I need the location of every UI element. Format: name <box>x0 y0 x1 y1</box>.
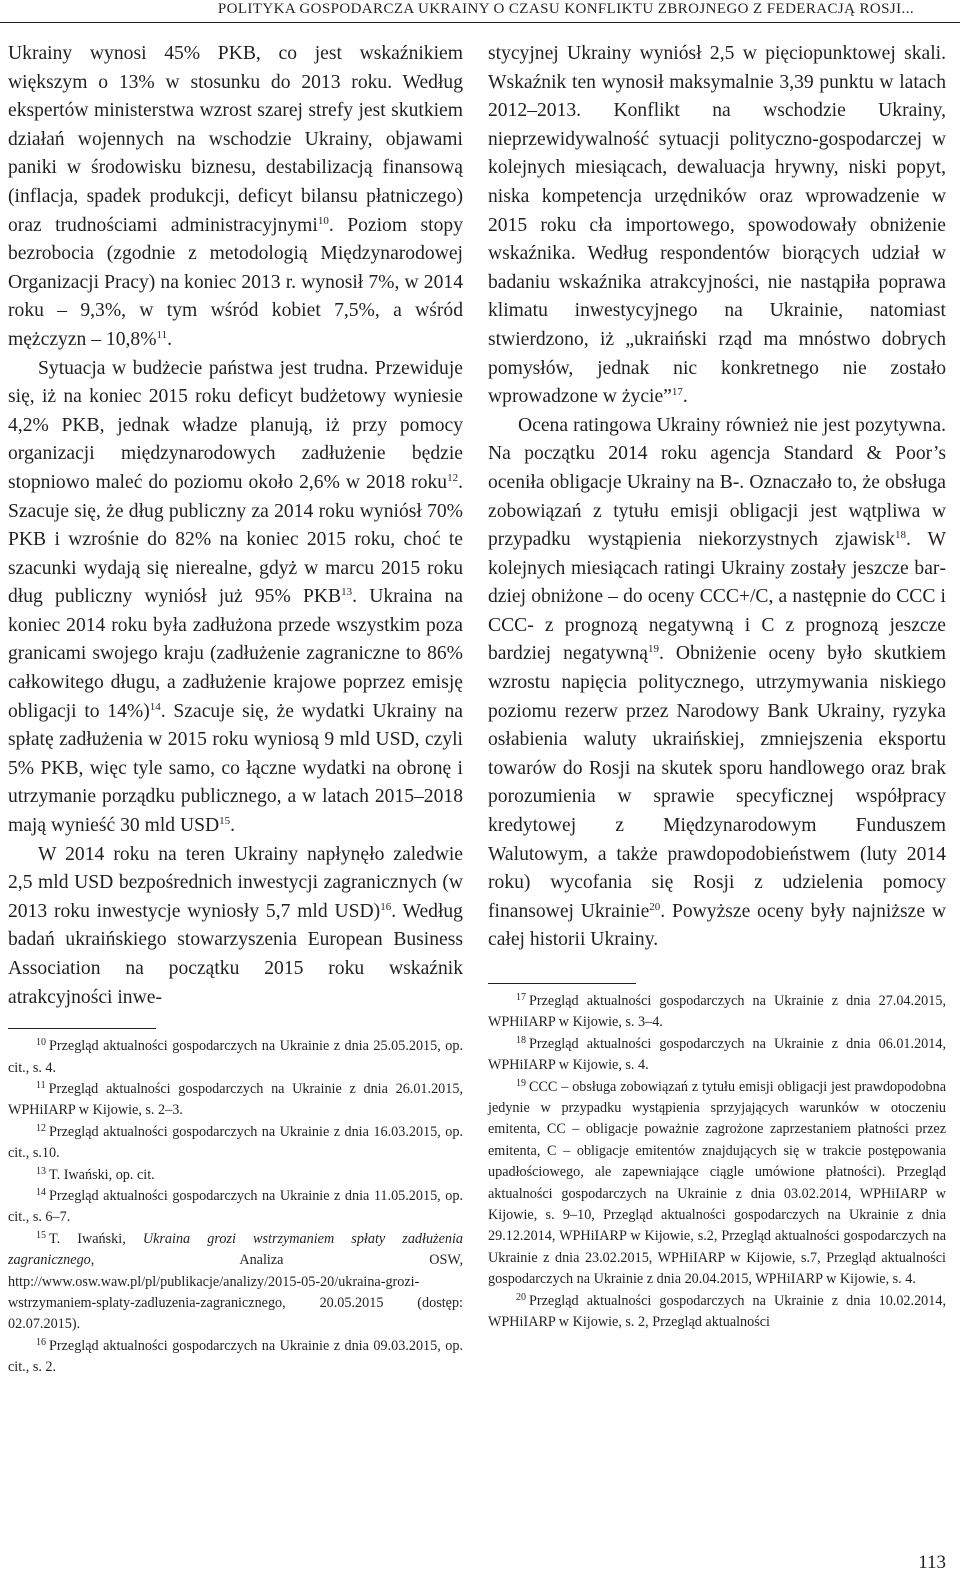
footnote-ref: 14 <box>149 700 161 713</box>
footnote-ref: 17 <box>671 386 683 399</box>
footnote: $^{13}$ T. Iwański, op. cit. <box>36 1165 155 1183</box>
running-title: POLITYKA GOSPODARCZA UKRAINY O CZASU KONFLIKTU ZBROJNEGO Z FEDERACJĄ ROSJI... <box>217 1 914 17</box>
left-footnotes <box>8 1036 463 1379</box>
right-body-text <box>488 40 946 955</box>
footnote: $^{12}$ Przegląd aktualności gospodarczych na Ukrainie z dnia 16.03.2015, op. cit., s.10. <box>8 1122 463 1162</box>
footnote-ref: 20 <box>649 900 661 913</box>
footnote-ref: 15 <box>219 815 231 828</box>
footnote-ref: 16 <box>380 900 392 913</box>
footnote: $^{10}$ Przegląd aktualności gospodarczych na Ukrainie z dnia 25.05.2015, op. cit., s. 4. <box>8 1037 463 1076</box>
footnote-ref: 12 <box>447 471 459 484</box>
paragraph: Sytuacja w budżecie państwa jest trudna. Przewiduje się, iż na koniec 2015 roku deficyt budżetowy wyniesie 4,2% PKB, jednak władze planują, iż przy pomocy organizacji międzynarodowych zadłużenie będzie stopniowo maleć do poziomu około 2,6% w 2018 roku$^{12}$. Szacuje się, że dług publiczny za 2014 roku wyniósł 70% PKB i wzrośnie do 82% na koniec 2015 roku, choć te szacunki wydają się nierealne, gdyż w marcu 2015 roku dług publiczny wyniósł już 95% PKB$^{13}$. Ukraina na koniec 2014 roku była zadłużona przede wszystkim poza granicami swojego kraju (zadłużenie zagraniczne to 86% całkowitego długu, a zadłużenie krajowe poprzez emisję obligacji to 14%)$^{14}$. Szacuje się, że wydatki Ukrainy na spłatę zadłużenia w 2015 roku wyniosą 9 mld USD, czyli 5% PKB, więc tyle samo, co łączne wydatki na obronę i utrzymanie porządku publicznego, a w latach 2015–2018 mają wynieść 30 mld USD$^{15}$. <box>8 357 463 837</box>
page-number: 113 <box>918 1552 946 1573</box>
paragraph: Ukrainy wynosi 45% PKB, co jest wskaźnikiem większym o 13% w stosunku do 2013 roku. Według ekspertów ministerstwa wzrost szarej strefy jest skutkiem działań wojennych na wschodzie Ukrainy, objawami paniki w środowisku biznesu, destabilizacją finansową (inflacja, spadek produkcji, deficyt bilansu płatniczego) oraz trudnościami administracyjnymi$^{10}$. Poziom stopy bezrobocia (zgodnie z metodologią Międzynarodowej Organizacji Pracy) na koniec 2013 r. wynosił 7%, w 2014 roku – 9,3%, w tym wśród kobiet 7,5%, a wśród mężczyzn – 10,8%$^{11}$. <box>8 43 463 350</box>
left-body-text <box>8 40 463 1012</box>
left-column <box>8 40 463 1379</box>
footnote: $^{11}$ Przegląd aktualności gospodarczych na Ukrainie z dnia 26.01.2015, WPHiIARP w Kijowie, s. 2–3. <box>8 1080 463 1119</box>
footnote-divider <box>8 1028 156 1029</box>
footnote: $^{15}$ T. Iwański, Ukraina grozi wstrzymaniem spłaty zadłużenia zagranicznego, Analiza OSW, http://www.osw.waw.pl/pl/publikacje/analizy/2015-05-20/ukraina-grozi-wstrzymaniem-splaty-zadluzenia-zagranicznego, 20.05.2015 (dostęp: 02.07.2015). <box>8 1229 464 1333</box>
footnote-ref: 11 <box>156 328 168 341</box>
footnote: $^{16}$ Przegląd aktualności gospodarczych na Ukrainie z dnia 09.03.2015, op. cit., s. 2. <box>8 1336 463 1376</box>
footnote: $^{20}$ Przegląd aktualności gospodarczych na Ukrainie z dnia 10.02.2014, WPHiIARP w Kijowie, s. 2, Przegląd aktualności <box>488 1291 946 1331</box>
footnote-ref: 18 <box>894 529 906 542</box>
paragraph: W 2014 roku na teren Ukrainy napłynęło zaledwie 2,5 mld USD bezpośrednich inwestycji zagranicznych (w 2013 roku inwestycje wyniosły 5,7 mld USD)$^{16}$. Według badań ukraińskiego stowarzyszenia European Business Association na początku 2015 roku wskaźnik atrakcyjności inwe- <box>8 843 463 1008</box>
paragraph: Ocena ratingowa Ukrainy również nie jest pozytywna. Na początku 2014 roku agencja Standard & Poor’s oceniła obligacje Ukrainy na B-. Oznaczało to, że obsługa zobowiązań z tytułu emisji obligacji jest wątpliwa w przypadku wystąpienia niekorzystnych zjawisk$^{18}$. W kolejnych miesiącach ratingi Ukrainy zostały jeszcze bardziej obniżone – do oceny CCC+/C, a następnie do CCC i CCC- z prognozą negatywną i C z prognozą jeszcze bardziej negatywną$^{19}$. Obniżenie oceny było skutkiem wzrostu napięcia politycznego, utrzymywania niskiego poziomu rezerw przez Narodowy Bank Ukrainy, ryzyka osłabienia waluty ukraińskiej, zmniejszenia eksportu towarów do Rosji na skutek sporu handlowego oraz brak porozumienia w sprawie specyficznej współpracy kredytowej z Międzynarodowym Funduszem Walutowym, a także prawdopodobieństwem (luty 2014 roku) wycofania się Rosji z udzielenia pomocy finansowej Ukrainie$^{20}$. Powyższe oceny były najniższe w całej historii Ukrainy. <box>488 414 947 951</box>
footnote: $^{17}$ Przegląd aktualności gospodarczych na Ukrainie z dnia 27.04.2015, WPHiIARP w Kijowie, s. 3–4. <box>488 992 946 1031</box>
running-header <box>0 0 960 23</box>
paragraph: stycyjnej Ukrainy wyniósł 2,5 w pięciopunktowej skali. Wskaźnik ten wynosił maksymalnie 3,39 punktu w latach 2012–2013. Konflikt na wschodzie Ukrainy, nieprzewidywalność sytuacji polityczno-gospodarczej w kolejnych miesiącach, dewaluacja hrywny, niski popyt, niska kompetencja urzędników oraz wprowadzenie w 2015 roku cła importowego, spowodowały obniżenie wskaźnika. Według respondentów biorących udział w badaniu wskaźnika atrakcyjności, nie nastąpiła poprawa klimatu inwestycyjnego na Ukrainie, natomiast stwierdzono, iż „ukraiński rząd ma mnóstwo dobrych pomysłów, jednak nic konkretnego nie zostało wprowadzone w życie”$^{17}$. <box>488 43 946 408</box>
footnote-divider <box>488 983 636 984</box>
right-column <box>488 40 946 1334</box>
footnote: $^{14}$ Przegląd aktualności gospodarczych na Ukrainie z dnia 11.05.2015, op. cit., s. 6–7. <box>8 1187 463 1226</box>
footnote: $^{19}$ CCC – obsługa zobowiązań z tytułu emisji obligacji jest prawdopodobna jedynie w przypadku wystąpienia sprzyjających warunków w otoczeniu emitenta, CC – obligacje poważnie zagrożone zaprzestaniem płatności przez emitenta, C – obligacje emitentów znajdujących się w trakcie postępowania upadłościowego, ale zapewniające ciągle umówione płatności). Przegląd aktualności gospodarczych na Ukrainie z dnia 03.02.2014, WPHiIARP w Kijowie, s. 9–10, Przegląd aktualności gospodarczych na Ukrainie z dnia 29.12.2014, WPHiIARP w Kijowie, s.2, Przegląd aktualności gospodarczych na Ukrainie z dnia 23.02.2015, WPHiIARP w Kijowie, s.7, Przegląd aktualności gospodarczych na Ukrainie z dnia 20.04.2015, WPHiIARP w Kijowie, s. 4. <box>488 1077 946 1288</box>
footnote-ref: 10 <box>317 214 329 227</box>
right-footnotes <box>488 991 946 1334</box>
footnote: $^{18}$ Przegląd aktualności gospodarczych na Ukrainie z dnia 06.01.2014, WPHiIARP w Kijowie, s. 4. <box>488 1034 946 1074</box>
footnote-link-text: , Analiza OSW, http://www.osw.waw.pl/pl/publikacje/analizy/2015-05-20/ukraina-grozi-wstrzymaniem-splaty-zadluzenia-zagranicznego, 20.05.2015 (dostęp: 02.07.2015). <box>8 1252 463 1333</box>
footnote-ref: 13 <box>341 586 353 599</box>
footnote-ref: 19 <box>648 643 659 656</box>
